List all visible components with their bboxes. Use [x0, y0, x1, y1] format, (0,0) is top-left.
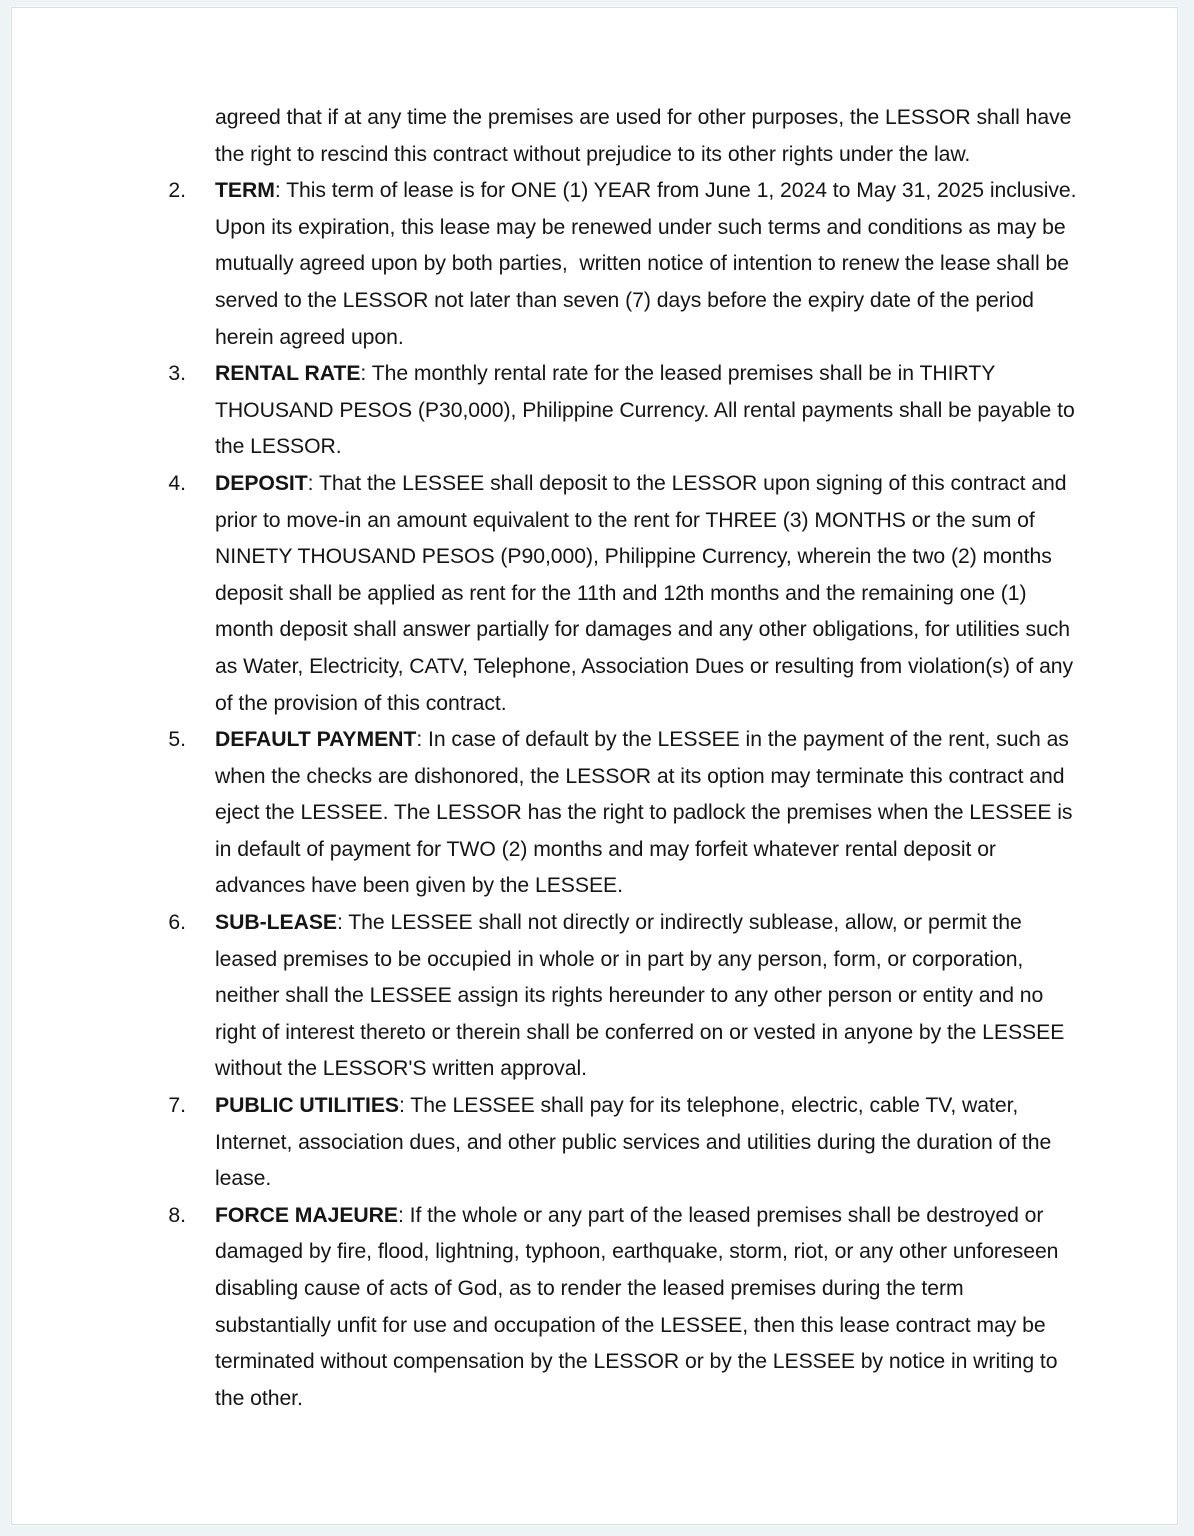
- clause-heading: FORCE MAJEURE: [215, 1203, 398, 1227]
- paragraph-continuation: [104, 100, 1085, 173]
- clause-heading: SUB-LEASE: [215, 911, 337, 935]
- clause-heading: DEFAULT PAYMENT: [215, 728, 417, 752]
- clause-heading: TERM: [215, 179, 275, 203]
- document-page: [11, 7, 1178, 1525]
- clause-heading: RENTAL RATE: [215, 362, 361, 386]
- clause-item: [104, 1088, 1085, 1198]
- clause-body-text: : The LESSEE shall pay for its telephone, electric, cable TV, water, Internet, association dues, and other public services and utilities during the duration of the lease.: [215, 1094, 1058, 1191]
- clause-heading: PUBLIC UTILITIES: [215, 1094, 400, 1118]
- clause-item: [104, 173, 1085, 356]
- clause-body-text: : The monthly rental rate for the leased premises shall be in THIRTY THOUSAND PESOS (P30,000), Philippine Currency. All rental payments shall be payable to the LESSOR.: [215, 362, 1081, 459]
- clause-number: 2.: [168, 179, 186, 203]
- clause-body-text: : If the whole or any part of the leased premises shall be destroyed or damaged by fire, flood, lightning, typhoon, earthquake, storm, riot, or any other unforeseen disabling cause of acts of God, as to render the leased premises during the term substantially unfit for use and occupation of the LESSEE, then this lease contract may be terminated without compensation by the LESSOR or by the LESSEE by notice in writing to the other.: [215, 1203, 1065, 1410]
- clause-number: 8.: [168, 1203, 186, 1227]
- clause-item: [104, 905, 1085, 1088]
- clause-body-text: : The LESSEE shall not directly or indirectly sublease, allow, or permit the leased premises to be occupied in whole or in part by any person, form, or corporation, neither shall the LESSEE assign its rights hereunder to any other person or entity and no right of interest thereto or therein shall be conferred on or vested in anyone by the LESSEE without the LESSOR'S written approval.: [215, 911, 1071, 1081]
- clause-heading: DEPOSIT: [215, 471, 308, 495]
- clause-list: [104, 100, 1085, 1417]
- clause-body-text: agreed that if at any time the premises are used for other purposes, the LESSOR shall have the right to rescind this contract without prejudice to its other rights under the law.: [215, 106, 1078, 166]
- clause-number: 5.: [168, 728, 186, 752]
- clause-item: [104, 722, 1085, 905]
- clause-number: 7.: [168, 1094, 186, 1118]
- clause-body-text: : That the LESSEE shall deposit to the LESSOR upon signing of this contract and prior to move-in an amount equivalent to the rent for THREE (3) MONTHS or the sum of NINETY THOUSAND PESOS (P90,000), Philippine Currency, wherein the two (2) months deposit shall be applied as rent for the 11th and 12th months and the remaining one (1) month deposit shall answer partially for damages and any other obligations, for utilities such as Water, Electricity, CATV, Telephone, Association Dues or resulting from violation(s) of any of the provision of this contract.: [215, 471, 1079, 715]
- clause-item: [104, 356, 1085, 466]
- clause-body-text: : This term of lease is for ONE (1) YEAR from June 1, 2024 to May 31, 2025 inclusive. Upon its expiration, this lease may be renewed under such terms and conditions as may be mutually agreed upon by both parties, written notice of intention to renew the lease shall be served to the LESSOR not later than seven (7) days before the expiry date of the period herein agreed upon.: [215, 179, 1083, 349]
- clause-item: [104, 1198, 1085, 1418]
- page-content-area: [12, 8, 1177, 1524]
- clause-body-text: : In case of default by the LESSEE in the payment of the rent, such as when the checks are dishonored, the LESSOR at its option may terminate this contract and eject the LESSEE. The LESSOR has the right to padlock the premises when the LESSEE is in default of payment for TWO (2) months and may forfeit whatever rental deposit or advances have been given by the LESSEE.: [215, 728, 1079, 898]
- clause-number: 6.: [168, 911, 186, 935]
- clause-number: 4.: [168, 471, 186, 495]
- clause-item: [104, 466, 1085, 722]
- clause-number: 3.: [168, 362, 186, 386]
